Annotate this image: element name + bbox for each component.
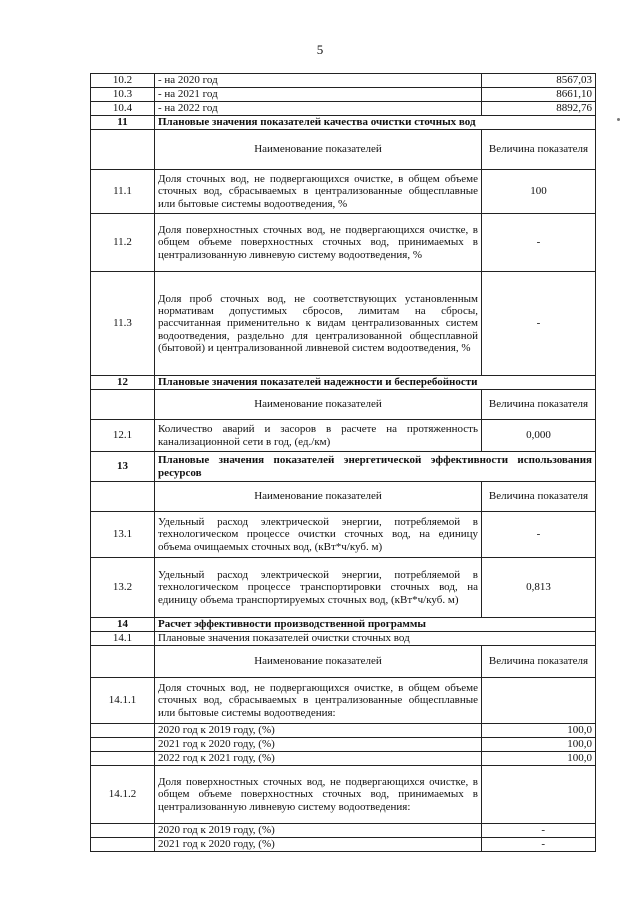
row-label: Количество аварий и засоров в расчете на протяженность канализационной сети в год, (ед./км): [155, 420, 482, 452]
section-number: 11: [91, 116, 155, 130]
row-value: 0,813: [482, 558, 596, 618]
column-header-row: [91, 130, 596, 170]
row-value: 100,0: [482, 738, 596, 752]
row-number: 10.4: [91, 102, 155, 116]
row-label: Доля сточных вод, не подвергающихся очистке, в общем объеме сточных вод, сбрасываемых в централизованные общесплавные или бытовые системы водоотведения, %: [155, 170, 482, 214]
table-row: [91, 678, 596, 724]
page-number: 5: [316, 42, 324, 57]
row-number: 13.1: [91, 512, 155, 558]
row-value: -: [482, 824, 596, 838]
empty-cell: [91, 390, 155, 420]
row-label: Доля поверхностных сточных вод, не подвергающихся очистке, в общем объеме поверхностных сточных вод, принимаемых в централизованную ливневую систему водоотведения, %: [155, 214, 482, 272]
section-number: 12: [91, 376, 155, 390]
column-header-name: Наименование показателей: [155, 130, 482, 170]
section-row: [91, 618, 596, 632]
section-row: [91, 376, 596, 390]
table-row: [91, 632, 596, 646]
empty-cell: [482, 766, 596, 824]
table-row: [91, 272, 596, 376]
row-label: Удельный расход электрической энергии, потребляемой в технологическом процессе транспортировки сточных вод, на единицу объема транспортируемых сточных вод, (кВт*ч/куб. м): [155, 558, 482, 618]
row-value: 100: [482, 170, 596, 214]
row-label: Плановые значения показателей очистки сточных вод: [155, 632, 596, 646]
section-title: Плановые значения показателей качества очистки сточных вод: [155, 116, 596, 130]
row-number: 14.1: [91, 632, 155, 646]
row-value: 100,0: [482, 724, 596, 738]
column-header-row: [91, 482, 596, 512]
empty-cell: [91, 738, 155, 752]
row-value: 8567,03: [482, 74, 596, 88]
row-number: 14.1.2: [91, 766, 155, 824]
row-number: 10.2: [91, 74, 155, 88]
table-row: [91, 824, 596, 838]
table-row: [91, 420, 596, 452]
row-value: 100,0: [482, 752, 596, 766]
table-row: [91, 170, 596, 214]
row-label: - на 2020 год: [155, 74, 482, 88]
row-value: -: [482, 838, 596, 852]
row-label: 2021 год к 2020 году, (%): [155, 838, 482, 852]
row-label: 2020 год к 2019 году, (%): [155, 824, 482, 838]
table-row: [91, 88, 596, 102]
section-number: 13: [91, 452, 155, 482]
row-label: 2022 год к 2021 году, (%): [155, 752, 482, 766]
section-title: Расчет эффективности производственной программы: [155, 618, 596, 632]
section-row: [91, 116, 596, 130]
row-value: 8892,76: [482, 102, 596, 116]
empty-cell: [91, 130, 155, 170]
row-value: -: [482, 512, 596, 558]
table-row: [91, 558, 596, 618]
table-row: [91, 766, 596, 824]
row-number: 11.3: [91, 272, 155, 376]
section-row: [91, 452, 596, 482]
row-label: Удельный расход электрической энергии, потребляемой в технологическом процессе очистки сточных вод, на единицу объема очищаемых сточных вод, (кВт*ч/куб. м): [155, 512, 482, 558]
empty-cell: [91, 752, 155, 766]
empty-cell: [91, 724, 155, 738]
column-header-value: Величина показателя: [482, 390, 596, 420]
row-number: 10.3: [91, 88, 155, 102]
empty-cell: [482, 678, 596, 724]
column-header-name: Наименование показателей: [155, 482, 482, 512]
column-header-value: Величина показателя: [482, 482, 596, 512]
empty-cell: [91, 824, 155, 838]
table-row: [91, 102, 596, 116]
column-header-name: Наименование показателей: [155, 390, 482, 420]
table-row: [91, 724, 596, 738]
row-label: Доля сточных вод, не подвергающихся очистке, в общем объеме сточных вод, сбрасываемых в централизованные общесплавные или бытовые системы водоотведения:: [155, 678, 482, 724]
column-header-name: Наименование показателей: [155, 646, 482, 678]
empty-cell: [91, 646, 155, 678]
column-header-value: Величина показателя: [482, 130, 596, 170]
section-number: 14: [91, 618, 155, 632]
row-value: 8661,10: [482, 88, 596, 102]
row-number: 14.1.1: [91, 678, 155, 724]
column-header-row: [91, 646, 596, 678]
scan-dot: [617, 118, 620, 121]
row-label: - на 2021 год: [155, 88, 482, 102]
table-row: [91, 74, 596, 88]
section-title: Плановые значения показателей энергетической эффективности использования ресурсов: [155, 452, 596, 482]
empty-cell: [91, 838, 155, 852]
empty-cell: [91, 482, 155, 512]
row-value: -: [482, 214, 596, 272]
column-header-row: [91, 390, 596, 420]
table-row: [91, 838, 596, 852]
row-label: - на 2022 год: [155, 102, 482, 116]
row-number: 12.1: [91, 420, 155, 452]
row-value: 0,000: [482, 420, 596, 452]
row-label: Доля поверхностных сточных вод, не подвергающихся очистке, в общем объеме поверхностных сточных вод, принимаемых в централизованную ливневую систему водоотведения:: [155, 766, 482, 824]
table-row: [91, 214, 596, 272]
indicators-table: [90, 73, 596, 852]
row-value: -: [482, 272, 596, 376]
row-number: 11.2: [91, 214, 155, 272]
column-header-value: Величина показателя: [482, 646, 596, 678]
table-row: [91, 752, 596, 766]
row-label: Доля проб сточных вод, не соответствующих установленным нормативам допустимых сбросов, лимитам на сбросы, рассчитанная применительно к видам централизованных систем водоотведения, раздельно для централизованной общесплавной (бытовой) и централизованной ливневой систем водоотведения, %: [155, 272, 482, 376]
table-row: [91, 738, 596, 752]
row-label: 2021 год к 2020 году, (%): [155, 738, 482, 752]
row-number: 11.1: [91, 170, 155, 214]
row-label: 2020 год к 2019 году, (%): [155, 724, 482, 738]
section-title: Плановые значения показателей надежности и бесперебойности: [155, 376, 596, 390]
table-row: [91, 512, 596, 558]
row-number: 13.2: [91, 558, 155, 618]
